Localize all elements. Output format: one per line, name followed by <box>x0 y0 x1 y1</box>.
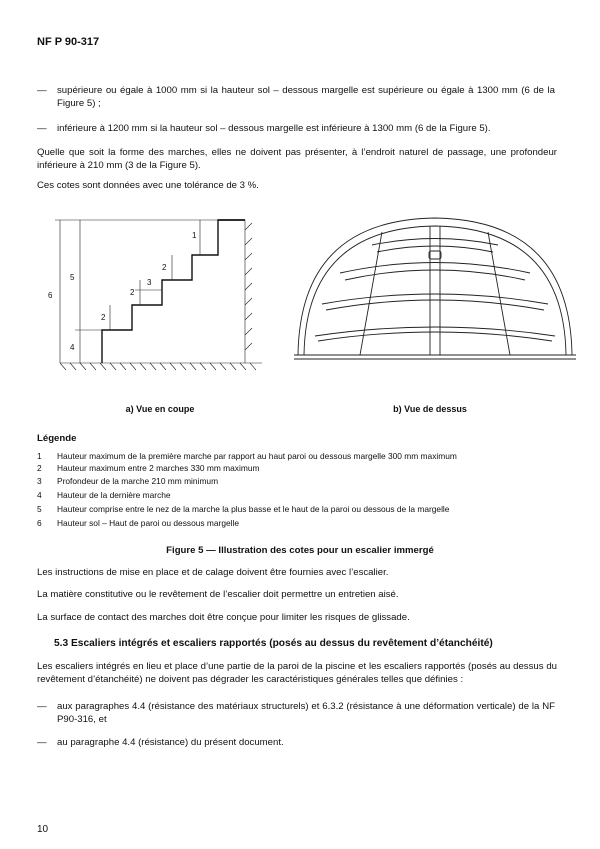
legend-text: Profondeur de la marche 210 mm minimum <box>57 476 219 486</box>
list-item-text: inférieure à 1200 mm si la hauteur sol – dessous margelle est inférieure à 1300 mm (6 de la Figure 5). <box>57 123 491 134</box>
legend-text: Hauteur sol – Haut de paroi ou dessous margelle <box>57 518 240 528</box>
dim-label-4: 4 <box>70 343 75 352</box>
staircase-section-drawing <box>40 210 270 385</box>
caption-section-view: a) Vue en coupe <box>125 404 195 414</box>
dim-label-5: 5 <box>70 273 75 282</box>
list-item-text: supérieure ou égale à 1000 mm si la hauteur sol – dessous margelle est supérieure ou égale à 1300 mm (6 de la Figure 5) ; <box>57 85 555 109</box>
dim-label-2: 2 <box>130 288 135 297</box>
dim-label-2: 2 <box>162 263 167 272</box>
standard-reference: NF P 90-317 <box>37 36 100 48</box>
section-title: 5.3 Escaliers intégrés et escaliers rapportés (posés au dessus du revêtement d’étanchéité) <box>54 638 493 649</box>
legend-number: 6 <box>37 518 42 528</box>
list-dash: — <box>37 85 47 96</box>
legend-number: 1 <box>37 451 42 461</box>
caption-top-view: b) Vue de dessus <box>393 404 467 414</box>
legend-text: Hauteur comprise entre le nez de la marche la plus basse et le haut de la paroi ou dessous de la margelle <box>57 504 450 514</box>
dim-label-1: 1 <box>192 231 197 240</box>
figure-title: Figure 5 — Illustration des cotes pour un escalier immergé <box>166 545 434 556</box>
section-intro: Les escaliers intégrés en lieu et place d’une partie de la paroi de la piscine et les escaliers rapportés (posés au dessus du revêtement d’étanchéité) ne doivent pas dégrader les caractéristiques générales telles que définies : <box>37 661 557 685</box>
paragraph-step-shape: Quelle que soit la forme des marches, elles ne doivent pas présenter, à l’endroit naturel de passage, une profondeur inférieure à 210 mm (3 de la Figure 5). <box>37 147 557 171</box>
paragraph-tolerance: Ces cotes sont données avec une tolérance de 3 %. <box>37 180 259 191</box>
list-dash: — <box>37 701 47 712</box>
legend-number: 4 <box>37 490 42 500</box>
dim-label-2: 2 <box>101 313 106 322</box>
dim-label-6: 6 <box>48 291 53 300</box>
list-dash: — <box>37 737 47 748</box>
staircase-top-view-drawing <box>290 210 580 370</box>
page-number: 10 <box>37 824 49 835</box>
list-dash: — <box>37 123 47 134</box>
legend-number: 3 <box>37 476 42 486</box>
legend-number: 2 <box>37 463 42 473</box>
legend-title: Légende <box>37 433 77 444</box>
dim-label-3: 3 <box>147 278 152 287</box>
legend-text: Hauteur de la dernière marche <box>57 490 171 500</box>
list-item-text: au paragraphe 4.4 (résistance) du présent document. <box>57 737 284 748</box>
paragraph-maintenance: La matière constitutive ou le revêtement de l’escalier doit permettre un entretien aisé. <box>37 589 399 600</box>
paragraph-instructions: Les instructions de mise en place et de calage doivent être fournies avec l’escalier. <box>37 567 389 578</box>
legend-number: 5 <box>37 504 42 514</box>
legend-text: Hauteur maximum de la première marche par rapport au haut paroi ou dessous margelle 300 mm maximum <box>57 451 457 461</box>
paragraph-slip: La surface de contact des marches doit être conçue pour limiter les risques de glissade. <box>37 612 410 623</box>
list-item-text: aux paragraphes 4.4 (résistance des matériaux structurels) et 6.3.2 (résistance à une déformation verticale) de la NF P90-316, et <box>57 701 555 725</box>
legend-text: Hauteur maximum entre 2 marches 330 mm maximum <box>57 463 260 473</box>
